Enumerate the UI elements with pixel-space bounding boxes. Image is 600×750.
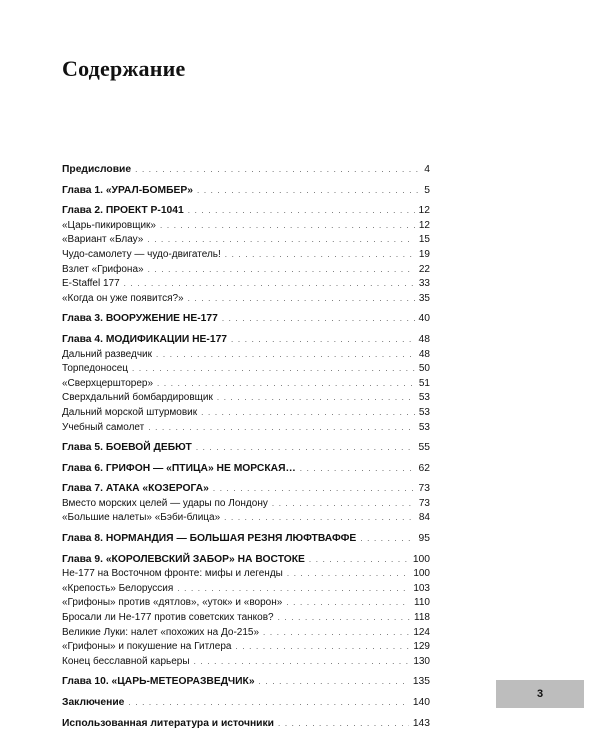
toc-entry-title: Глава 6. ГРИФОН — «ПТИЦА» НЕ МОРСКАЯ… [62, 462, 296, 474]
toc-group [62, 553, 430, 670]
toc-subsection-entry[interactable] [62, 611, 430, 626]
toc-dot-leader [156, 348, 415, 363]
toc-chapter-entry[interactable] [62, 482, 430, 497]
toc-group [62, 482, 430, 526]
toc-chapter-entry[interactable] [62, 184, 430, 199]
toc-entry-title: «Большие налеты» «Бэби-блица» [62, 512, 221, 524]
toc-chapter-entry[interactable] [62, 462, 430, 477]
toc-subsection-entry[interactable] [62, 596, 430, 611]
toc-dot-leader [309, 553, 409, 568]
toc-dot-leader [128, 696, 408, 711]
toc-subsection-entry[interactable] [62, 640, 430, 655]
table-of-contents [62, 163, 430, 737]
toc-subsection-entry[interactable] [62, 233, 430, 248]
toc-entry-page: 140 [412, 697, 430, 708]
toc-entry-title: Чудо-самолету — чудо-двигатель! [62, 248, 221, 260]
toc-dot-leader [196, 441, 415, 456]
toc-chapter-entry[interactable] [62, 553, 430, 568]
toc-entry-page: 53 [418, 406, 430, 418]
toc-group [62, 163, 430, 178]
toc-chapter-entry[interactable] [62, 312, 430, 327]
toc-subsection-entry[interactable] [62, 655, 430, 670]
toc-entry-page: 62 [418, 462, 430, 474]
toc-dot-leader [225, 248, 415, 263]
toc-entry-page: 95 [418, 533, 430, 545]
toc-dot-leader [217, 391, 415, 406]
toc-dot-leader [148, 263, 415, 278]
toc-entry-page: 84 [418, 512, 430, 524]
toc-chapter-entry[interactable] [62, 441, 430, 456]
toc-dot-leader [197, 184, 420, 199]
toc-entry-title: Использованная литература и источники [62, 717, 274, 729]
toc-group [62, 532, 430, 547]
toc-dot-leader [148, 421, 415, 436]
page-number: 3 [536, 688, 544, 700]
toc-entry-page: 15 [418, 234, 430, 246]
toc-entry-page: 110 [414, 597, 430, 609]
toc-subsection-entry[interactable] [62, 292, 430, 307]
toc-subsection-entry[interactable] [62, 277, 430, 292]
toc-entry-title: Глава 4. МОДИФИКАЦИИ НЕ-177 [62, 333, 228, 345]
toc-chapter-entry[interactable] [62, 204, 430, 219]
toc-group [62, 184, 430, 199]
toc-dot-leader [224, 511, 415, 526]
toc-entry-page: 129 [413, 641, 430, 653]
toc-dot-leader [300, 462, 415, 477]
toc-entry-title: «Когда он уже появится?» [62, 292, 184, 304]
toc-chapter-entry[interactable] [62, 696, 430, 711]
toc-entry-page: 55 [418, 442, 430, 454]
toc-chapter-entry[interactable] [62, 163, 430, 178]
toc-entry-title: Глава 8. НОРМАНДИЯ — БОЛЬШАЯ РЕЗНЯ ЛЮФТВАФФЕ [62, 533, 357, 545]
toc-entry-page: 51 [418, 377, 430, 389]
toc-subsection-entry[interactable] [62, 497, 430, 512]
toc-subsection-entry[interactable] [62, 348, 430, 363]
toc-entry-title: Конец бесславной карьеры [62, 655, 190, 667]
toc-entry-page: 118 [414, 612, 430, 624]
toc-dot-leader [147, 233, 415, 248]
toc-subsection-entry[interactable] [62, 391, 430, 406]
toc-subsection-entry[interactable] [62, 377, 430, 392]
toc-dot-leader [272, 497, 415, 512]
toc-entry-page: 53 [418, 392, 430, 404]
toc-entry-page: 73 [418, 483, 430, 495]
toc-subsection-entry[interactable] [62, 421, 430, 436]
toc-subsection-entry[interactable] [62, 626, 430, 641]
toc-entry-page: 19 [418, 248, 430, 260]
toc-dot-leader [135, 163, 420, 178]
toc-dot-leader [132, 362, 415, 377]
toc-entry-title: Не-177 на Восточном фронте: мифы и легенды [62, 568, 283, 580]
toc-entry-title: «Крепость» Белоруссия [62, 582, 174, 594]
toc-dot-leader [278, 717, 409, 732]
toc-entry-page: 103 [413, 582, 430, 594]
toc-entry-title: Глава 10. «ЦАРЬ-МЕТЕОРАЗВЕДЧИК» [62, 676, 255, 688]
toc-dot-leader [360, 532, 414, 547]
toc-chapter-entry[interactable] [62, 333, 430, 348]
toc-entry-page: 12 [418, 205, 430, 217]
toc-entry-page: 130 [413, 655, 430, 667]
toc-dot-leader [263, 626, 409, 641]
toc-entry-title: Бросали ли Не-177 против советских танков? [62, 612, 274, 624]
toc-chapter-entry[interactable] [62, 532, 430, 547]
toc-dot-leader [222, 312, 415, 327]
toc-group [62, 675, 430, 690]
toc-subsection-entry[interactable] [62, 263, 430, 278]
toc-entry-page: 53 [418, 421, 430, 433]
toc-entry-page: 143 [412, 717, 430, 729]
toc-entry-page: 100 [413, 568, 430, 580]
page-title: Содержание [62, 56, 186, 81]
toc-chapter-entry[interactable] [62, 675, 430, 690]
toc-entry-title: E-Staffel 177 [62, 278, 120, 290]
toc-dot-leader [194, 655, 410, 670]
toc-group [62, 204, 430, 306]
toc-subsection-entry[interactable] [62, 406, 430, 421]
toc-entry-page: 12 [418, 219, 430, 231]
toc-dot-leader [286, 596, 410, 611]
toc-entry-page: 135 [412, 676, 430, 688]
toc-dot-leader [124, 277, 415, 292]
toc-entry-page: 22 [418, 263, 430, 275]
toc-entry-page: 40 [418, 313, 430, 325]
toc-dot-leader [287, 567, 409, 582]
toc-subsection-entry[interactable] [62, 511, 430, 526]
toc-entry-page: 48 [418, 333, 430, 345]
toc-dot-leader [235, 640, 409, 655]
toc-group [62, 333, 430, 435]
toc-group [62, 696, 430, 711]
toc-dot-leader [160, 219, 415, 234]
toc-entry-page: 35 [418, 292, 430, 304]
toc-entry-title: «Вариант «Блау» [62, 234, 144, 246]
toc-entry-title: Дальний разведчик [62, 348, 152, 360]
toc-subsection-entry[interactable] [62, 248, 430, 263]
toc-entry-title: Предисловие [62, 164, 132, 175]
toc-entry-page: 4 [424, 164, 430, 175]
toc-dot-leader [201, 406, 415, 421]
toc-entry-title: Сверхдальний бомбардировщик [62, 392, 213, 404]
toc-entry-title: Дальний морской штурмовик [62, 406, 198, 418]
toc-subsection-entry[interactable] [62, 582, 430, 597]
toc-dot-leader [278, 611, 410, 626]
toc-dot-leader [213, 482, 415, 497]
toc-entry-page: 33 [418, 278, 430, 290]
toc-dot-leader [259, 675, 409, 690]
toc-subsection-entry[interactable] [62, 362, 430, 377]
toc-group [62, 717, 430, 732]
toc-entry-title: Учебный самолет [62, 421, 145, 433]
page-number-tab [496, 680, 584, 708]
toc-entry-title: Торпедоносец [62, 363, 128, 375]
toc-entry-page: 100 [412, 553, 430, 565]
toc-entry-title: Глава 9. «КОРОЛЕВСКИЙ ЗАБОР» НА ВОСТОКЕ [62, 553, 305, 565]
toc-entry-title: Вместо морских целей — удары по Лондону [62, 497, 268, 509]
toc-entry-title: Великие Луки: налет «похожих на До-215» [62, 626, 260, 638]
toc-entry-title: Заключение [62, 697, 125, 708]
toc-entry-title: Глава 5. БОЕВОЙ ДЕБЮТ [62, 442, 192, 454]
toc-entry-title: «Царь-пикировщик» [62, 219, 156, 231]
toc-entry-title: Глава 3. ВООРУЖЕНИЕ НЕ-177 [62, 313, 218, 325]
toc-subsection-entry[interactable] [62, 219, 430, 234]
toc-chapter-entry[interactable] [62, 717, 430, 732]
toc-entry-title: Глава 7. АТАКА «КОЗЕРОГА» [62, 483, 209, 495]
toc-dot-leader [231, 333, 415, 348]
toc-dot-leader [188, 204, 415, 219]
toc-group [62, 462, 430, 477]
toc-entry-page: 73 [418, 497, 430, 509]
toc-entry-page: 5 [424, 184, 430, 196]
toc-entry-title: Взлет «Грифона» [62, 263, 144, 275]
toc-entry-title: Глава 2. ПРОЕКТ P-1041 [62, 205, 184, 217]
toc-entry-page: 50 [418, 363, 430, 375]
toc-subsection-entry[interactable] [62, 567, 430, 582]
toc-entry-page: 124 [413, 626, 430, 638]
toc-group [62, 312, 430, 327]
toc-dot-leader [157, 377, 415, 392]
toc-group [62, 441, 430, 456]
toc-entry-title: «Сверхцершторер» [62, 377, 154, 389]
toc-entry-title: Глава 1. «УРАЛ-БОМБЕР» [62, 184, 193, 196]
toc-entry-title: «Грифоны» против «дятлов», «уток» и «ворон» [62, 597, 283, 609]
toc-entry-page: 48 [418, 348, 430, 360]
toc-entry-title: «Грифоны» и покушение на Гитлера [62, 641, 232, 653]
toc-dot-leader [177, 582, 409, 597]
toc-dot-leader [188, 292, 415, 307]
